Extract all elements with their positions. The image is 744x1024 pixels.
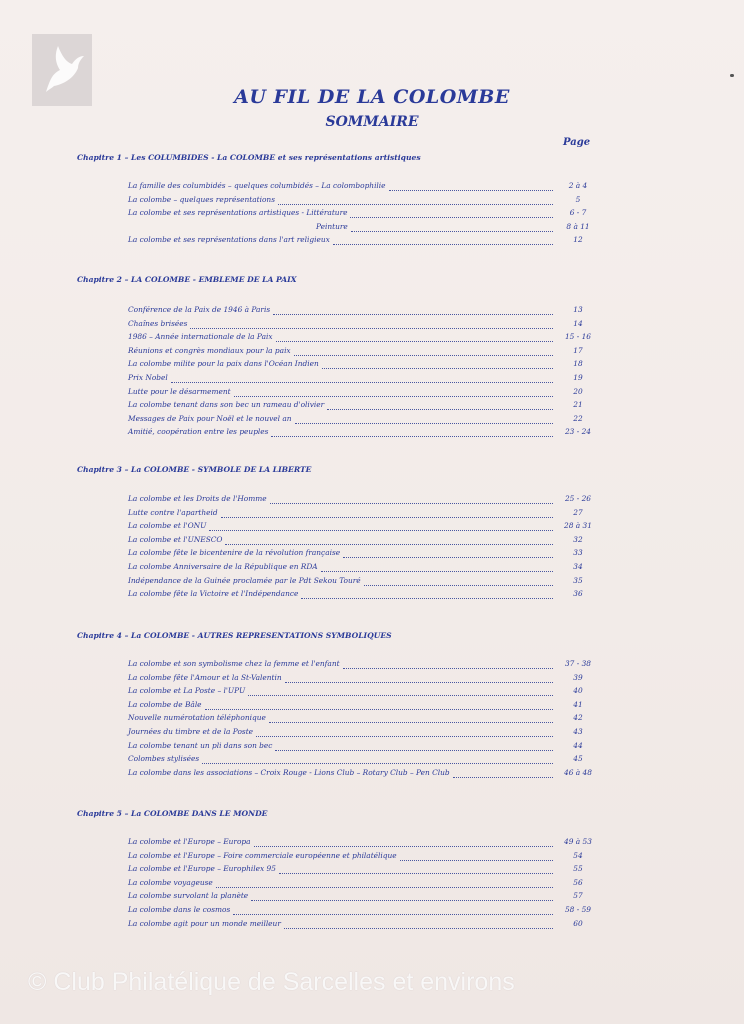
- dot-leader: [322, 360, 553, 369]
- toc-entry: [128, 727, 588, 739]
- paper-speck: [730, 74, 734, 77]
- toc-entry-title: Messages de Paix pour Noël et le nouvel an: [128, 413, 292, 423]
- toc-entry: [128, 919, 588, 931]
- toc-entry: [128, 576, 588, 588]
- toc-entry: [128, 373, 588, 385]
- toc-entry-page: 57: [573, 891, 583, 901]
- toc-entry-page: 33: [573, 548, 583, 558]
- toc-entry-title: La colombe et son symbolisme chez la femme et l'enfant: [128, 659, 340, 668]
- toc-entry-page: 17: [573, 345, 583, 355]
- toc-entry-page: 35: [573, 575, 583, 585]
- toc-entry-page: 43: [573, 727, 583, 736]
- dot-leader: [400, 852, 553, 861]
- toc-entry-title: La colombe voyageuse: [128, 877, 213, 887]
- toc-entry: [128, 181, 588, 193]
- toc-entry-page: 18: [573, 359, 583, 369]
- toc-entry-page: 45: [573, 754, 583, 764]
- dot-leader: [269, 714, 553, 723]
- toc-entry-title: La colombe fête le bicentenire de la révolution française: [128, 548, 341, 558]
- toc-entry-title: La colombe et La Poste – l'UPU: [128, 686, 246, 696]
- toc-entry-page: 8 à 11: [566, 221, 590, 231]
- toc-entry-title: Réunions et congrès mondiaux pour la paix: [128, 345, 291, 355]
- dot-leader: [273, 306, 553, 315]
- toc-entry-page: 21: [573, 400, 583, 410]
- toc-entry-page: 27: [573, 507, 583, 517]
- dot-leader: [234, 388, 553, 397]
- toc-entry: [128, 235, 588, 247]
- toc-entry: [128, 359, 588, 371]
- toc-entry-title: La colombe fête l'Amour et la St-Valentin: [128, 672, 282, 682]
- toc-entry-page: 22: [573, 413, 583, 423]
- toc-entry-page: 58 - 59: [564, 905, 591, 914]
- toc-entry-title: La famille des columbidés – quelques columbidés – La colombophilie: [128, 181, 386, 190]
- toc-entry-title: Nouvelle numérotation téléphonique: [128, 713, 266, 723]
- toc-entry-page: 46 à 48: [564, 767, 592, 777]
- toc-entry-title: Journées du timbre et de la Poste: [128, 727, 254, 736]
- dot-leader: [284, 920, 553, 929]
- toc-entry: [128, 905, 591, 917]
- toc-entry: [128, 673, 588, 685]
- toc-entry-title: Lutte contre l'apartheid: [128, 507, 218, 517]
- toc-entry-page: 23 - 24: [564, 427, 591, 437]
- toc-entry-page: 5: [575, 194, 581, 204]
- toc-entry-title: La colombe et l'Europe – Europhilex 95: [128, 864, 276, 874]
- copyright-watermark: © Club Philatélique de Sarcelles et environs: [28, 968, 515, 996]
- toc-entry-title: La colombe dans le cosmos: [128, 905, 231, 914]
- page-column-label: Page: [563, 137, 591, 148]
- toc-entry-title: La colombe survolant la planète: [128, 891, 249, 901]
- toc-entry: [128, 195, 588, 207]
- toc-entry: [128, 700, 588, 712]
- toc-entry-title: La colombe dans les associations – Croix Rouge - Lions Club – Rotary Club – Pen Club: [128, 767, 450, 777]
- dot-leader: [276, 333, 553, 342]
- dot-leader: [351, 223, 553, 232]
- toc-entry: [128, 686, 588, 698]
- toc-entry-page: 12: [573, 235, 583, 245]
- dot-leader: [321, 563, 553, 572]
- toc-entry-page: 40: [573, 686, 583, 696]
- toc-entry-title: Prix Nobel: [128, 373, 168, 382]
- toc-entry-title: Colombes stylisées: [128, 754, 200, 764]
- dot-leader: [251, 892, 553, 901]
- toc-entry-page: 14: [573, 318, 583, 328]
- toc-entry-title: La colombe Anniversaire de la République en RDA: [128, 562, 318, 571]
- dot-leader: [294, 347, 553, 356]
- dot-leader: [171, 374, 553, 383]
- dot-leader: [248, 687, 553, 696]
- toc-entry: [128, 864, 588, 876]
- document-title: AU FIL DE LA COLOMBE: [234, 86, 510, 108]
- toc-entry: [128, 346, 588, 358]
- toc-entry: [128, 562, 588, 574]
- toc-entry-title: Chaînes brisées: [128, 318, 188, 328]
- dot-leader: [301, 590, 553, 599]
- toc-entry-page: 39: [573, 672, 583, 682]
- toc-entry-page: 60: [573, 918, 583, 928]
- toc-entry-page: 54: [573, 850, 583, 860]
- dot-leader: [279, 865, 553, 874]
- toc-entry: [128, 319, 588, 331]
- toc-entry-page: 20: [573, 386, 583, 396]
- dot-leader: [278, 196, 553, 205]
- toc-entry: [128, 754, 588, 766]
- toc-entry-page: 25 - 26: [564, 494, 591, 503]
- toc-entry-title: La colombe fête la Victoire et l'Indépendance: [128, 589, 299, 599]
- toc-entry: [128, 222, 588, 234]
- toc-entry-title: La colombe tenant un pli dans son bec: [128, 740, 273, 750]
- chapter-heading: Chapitre 4 – La COLOMBE - AUTRES REPRESENTATIONS SYMBOLIQUES: [77, 631, 392, 640]
- toc-entry-title: La colombe et ses représentations artistiques - Littérature: [128, 208, 348, 218]
- toc-entry-page: 55: [573, 864, 583, 874]
- toc-entry: [128, 659, 591, 671]
- toc-entry: [128, 494, 591, 506]
- dot-leader: [275, 742, 553, 751]
- toc-entry-page: 42: [573, 713, 583, 723]
- toc-entry-page: 36: [573, 589, 583, 599]
- toc-entry-title: Lutte pour le désarmement: [128, 386, 231, 396]
- toc-entry-page: 56: [573, 877, 583, 887]
- toc-entry: [128, 767, 592, 780]
- toc-entry: [128, 535, 588, 547]
- dot-leader: [205, 701, 553, 710]
- dot-leader: [389, 182, 553, 191]
- dot-leader: [327, 401, 553, 410]
- dot-leader: [343, 660, 553, 669]
- toc-entry-title: 1986 – Année internationale de la Paix: [128, 332, 273, 342]
- document-subtitle: SOMMAIRE: [325, 114, 419, 130]
- toc-entry-page: 15 - 16: [564, 332, 591, 342]
- dot-leader: [209, 522, 553, 531]
- toc-entry: [128, 851, 588, 863]
- toc-entry-title: Conférence de la Paix de 1946 à Paris: [128, 305, 271, 314]
- chapter-heading: Chapitre 5 – La COLOMBE DANS LE MONDE: [77, 809, 268, 818]
- toc-entry-title: La colombe et l'Europe – Europa: [128, 837, 251, 846]
- toc-entry-page: 49 à 53: [564, 837, 592, 846]
- toc-entry: [128, 521, 592, 533]
- dot-leader: [256, 728, 553, 737]
- dot-leader: [254, 838, 553, 847]
- toc-entry-title: Peinture: [316, 221, 348, 231]
- toc-entry: [128, 414, 588, 426]
- dot-leader: [270, 495, 553, 504]
- toc-entry-page: 32: [573, 534, 583, 544]
- toc-entry-page: 28 à 31: [564, 521, 592, 531]
- dot-leader: [364, 577, 553, 586]
- toc-entry: [128, 332, 591, 344]
- toc-entry: [128, 891, 588, 903]
- toc-entry: [128, 508, 588, 520]
- dot-leader: [453, 769, 553, 778]
- toc-entry: [128, 387, 588, 399]
- dot-leader: [343, 549, 553, 558]
- toc-entry-title: La colombe de Bâle: [128, 699, 202, 709]
- toc-entry-title: La colombe agit pour un monde meilleur: [128, 918, 281, 928]
- toc-entry-title: La colombe et l'Europe – Foire commerciale européenne et philatélique: [128, 850, 397, 860]
- dot-leader: [295, 415, 553, 424]
- dot-leader: [202, 755, 553, 764]
- toc-entry: [128, 713, 588, 725]
- toc-entry-page: 6 - 7: [569, 208, 587, 218]
- dot-leader: [333, 236, 553, 245]
- chapter-heading: Chapitre 3 – La COLOMBE - SYMBOLE DE LA LIBERTE: [77, 465, 312, 474]
- toc-entry: [128, 548, 588, 560]
- toc-entry-title: La colombe et l'ONU: [128, 521, 207, 531]
- toc-entry-title: Indépendance de la Guinée proclamée par le Pdt Sekou Touré: [128, 575, 361, 585]
- toc-entry-title: La colombe milite pour la paix dans l'Océan Indien: [128, 359, 319, 369]
- toc-entry: [128, 589, 588, 601]
- dot-leader: [233, 906, 553, 915]
- dot-leader: [221, 509, 553, 518]
- toc-entry: [128, 305, 588, 317]
- toc-entry-page: 44: [573, 740, 583, 750]
- toc-entry: [128, 427, 591, 439]
- chapter-heading: Chapitre 1 – Les COLUMBIDES - La COLOMBE et ses représentations artistiques: [77, 153, 421, 162]
- dot-leader: [190, 320, 553, 329]
- dot-leader: [271, 428, 553, 437]
- dot-leader: [216, 879, 553, 888]
- dot-leader: [350, 209, 553, 218]
- toc-entry: [128, 837, 592, 849]
- toc-entry: [128, 878, 588, 890]
- toc-entry-title: La colombe et l'UNESCO: [128, 534, 223, 544]
- toc-entry-title: La colombe et les Droits de l'Homme: [128, 494, 267, 503]
- toc-entry-title: Amitié, coopération entre les peuples: [128, 427, 269, 437]
- toc-entry-title: La colombe et ses représentations dans l'art religieux: [128, 235, 330, 245]
- toc-entry: [128, 400, 588, 412]
- dot-leader: [225, 536, 553, 545]
- toc-entry-page: 37 - 38: [564, 659, 591, 668]
- toc-entry-page: 19: [573, 373, 583, 382]
- toc-entry-page: 13: [573, 305, 583, 314]
- chapter-heading: Chapitre 2 – LA COLOMBE - EMBLEME DE LA PAIX: [77, 275, 297, 284]
- toc-entry-title: La colombe – quelques représentations: [128, 194, 275, 204]
- toc-entry-title: La colombe tenant dans son bec un rameau d'olivier: [128, 400, 325, 410]
- toc-entry: [128, 208, 588, 220]
- toc-entry-page: 41: [573, 699, 583, 709]
- toc-entry-page: 34: [573, 562, 583, 571]
- dot-leader: [285, 674, 553, 683]
- toc-entry: [128, 741, 588, 753]
- toc-entry-page: 2 à 4: [568, 181, 588, 190]
